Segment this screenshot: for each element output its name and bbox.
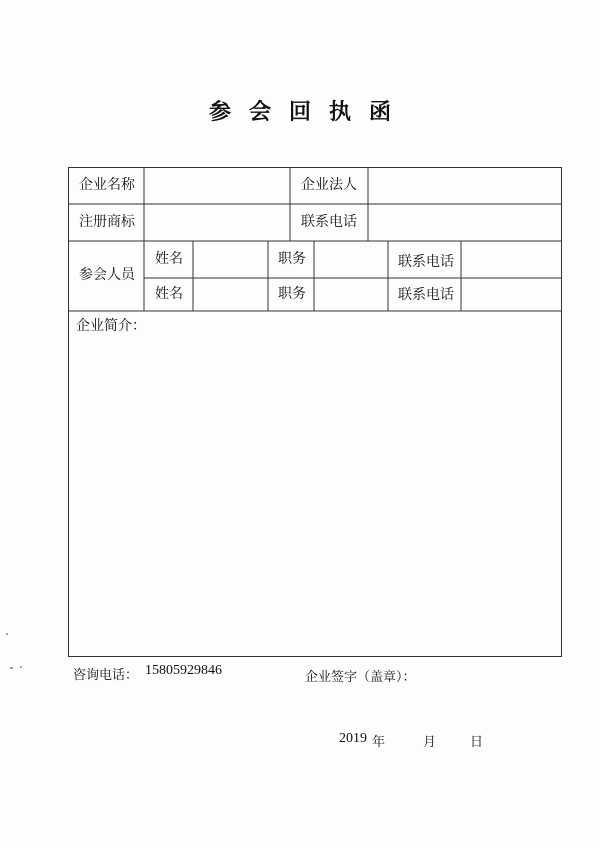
company-intro-label: 企业简介：: [76, 318, 146, 334]
title-char: 回: [288, 99, 311, 125]
inquiry-phone-label: 咨询电话：: [73, 668, 139, 683]
attendee-2-name-field[interactable]: [194, 279, 267, 310]
attendee-2-position-label: 职务: [278, 286, 306, 302]
attendee-1-name-label: 姓名: [155, 251, 183, 267]
attendee-1-position-field[interactable]: [315, 242, 387, 277]
attendee-2-phone-label: 联系电话: [398, 287, 454, 303]
scan-speck: [20, 666, 22, 668]
attendee-1-position-label: 职务: [278, 251, 306, 267]
year-unit: 年: [372, 735, 386, 750]
scan-speck: [10, 667, 13, 669]
contact-phone-label: 联系电话: [301, 214, 357, 230]
company-name-label: 企业名称: [79, 177, 135, 193]
attendee-2-position-field[interactable]: [315, 279, 387, 310]
company-intro-field[interactable]: [69, 312, 561, 656]
attendees-label: 参会人员: [79, 267, 135, 283]
title-char: 会: [248, 99, 271, 125]
legal-person-label: 企业法人: [301, 177, 357, 193]
contact-phone-field[interactable]: [369, 205, 561, 240]
signature-seal-label: 企业签字（盖章）：: [305, 670, 416, 685]
attendee-1-name-field[interactable]: [194, 242, 267, 277]
document-title: [0, 95, 600, 126]
trademark-label: 注册商标: [79, 214, 135, 230]
title-char: 参: [208, 99, 231, 125]
attendee-2-phone-field[interactable]: [462, 279, 561, 310]
title-char: 函: [369, 99, 392, 125]
attendee-2-name-label: 姓名: [155, 286, 183, 302]
day-unit: 日: [470, 735, 484, 750]
month-unit: 月: [423, 735, 437, 750]
trademark-field[interactable]: [145, 205, 289, 240]
year-value: 2019: [339, 731, 367, 746]
scan-speck: [6, 633, 8, 635]
inquiry-phone-number: 15805929846: [145, 663, 222, 678]
company-name-field[interactable]: [145, 168, 289, 203]
title-char: 执: [329, 99, 352, 125]
attendee-1-phone-field[interactable]: [462, 242, 561, 277]
registration-form-table: [68, 167, 562, 657]
legal-person-field[interactable]: [369, 168, 561, 203]
attendee-1-phone-label: 联系电话: [398, 254, 454, 270]
